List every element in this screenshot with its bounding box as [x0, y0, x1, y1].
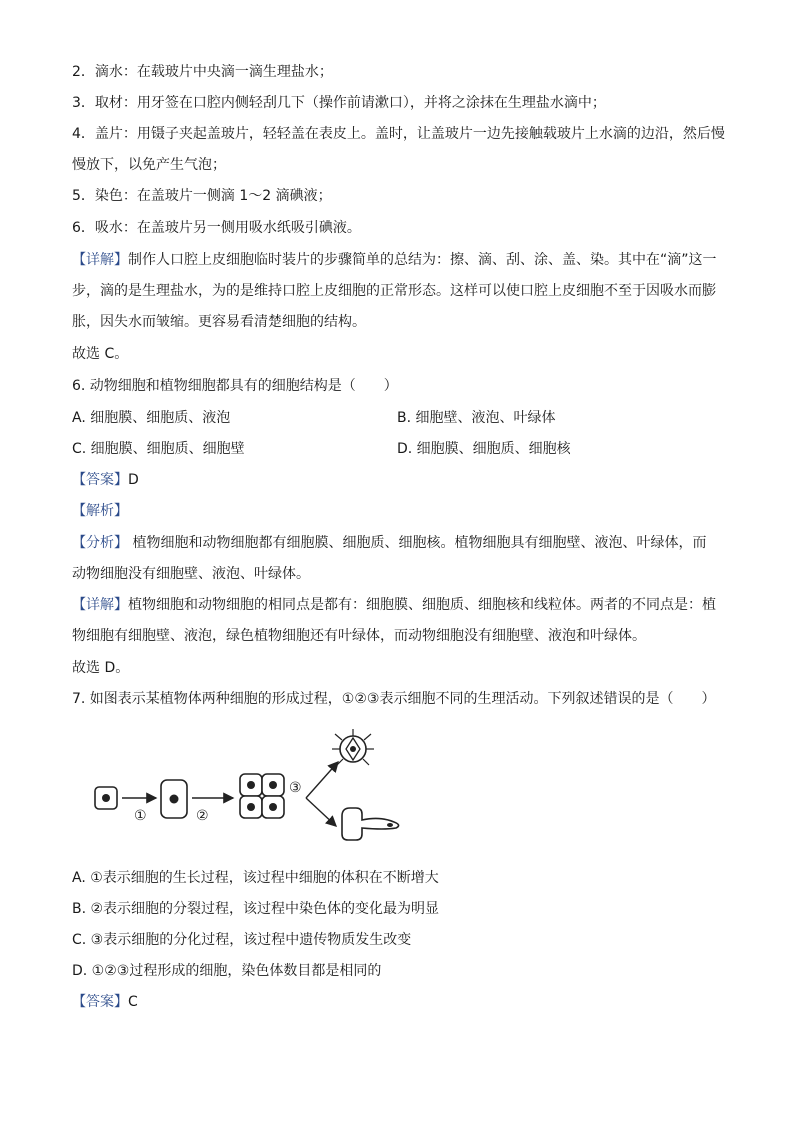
q6-fenxi-line-1: [72, 533, 706, 553]
answer-tag: 【答案】: [72, 472, 128, 488]
detail-text: 制作人口腔上皮细胞临时装片的步骤简单的总结为：擦、滴、刮、涂、盖、染。其中在“滴”这一: [128, 252, 717, 268]
differentiated-cell-elongated: [342, 808, 399, 840]
answer-tag: 【答案】: [72, 994, 128, 1010]
analysis-tag: 【解析】: [72, 503, 128, 519]
fenxi-tag: 【分析】: [72, 535, 128, 551]
cell-formation-diagram: [90, 724, 420, 854]
label-2: ②: [196, 808, 209, 824]
answer-value: D: [128, 472, 139, 488]
q6-fenxi-line-2: 动物细胞没有细胞壁、液泡、叶绿体。: [72, 566, 310, 582]
q6-stem: 6. 动物细胞和植物细胞都具有的细胞结构是（ ）: [72, 378, 398, 394]
q6-option-a: A. 细胞膜、细胞质、液泡: [72, 410, 231, 426]
step-4-cont: 慢放下，以免产生气泡；: [72, 157, 226, 173]
q5-detail-line-2: 步，滴的是生理盐水，为的是维持口腔上皮细胞的正常形态。这样可以使口腔上皮细胞不至于因吸水而膨: [72, 283, 716, 299]
q6-analysis-tag: [72, 501, 128, 521]
detail-tag: 【详解】: [72, 597, 128, 613]
step-4: 4．盖片：用镊子夹起盖玻片，轻轻盖在表皮上。盖时，让盖玻片一边先接触载玻片上水滴的边沿，然后慢: [72, 126, 725, 142]
label-3: ③: [289, 780, 302, 796]
q6-detail-line-2: 物细胞有细胞壁、液泡，绿色植物细胞还有叶绿体，而动物细胞没有细胞壁、液泡和叶绿体。: [72, 628, 646, 644]
q5-detail-line-1: [72, 250, 717, 270]
step-5: 5．染色：在盖玻片一侧滴 1～2 滴碘液；: [72, 188, 332, 204]
grown-cell: [161, 780, 187, 818]
dividing-cells: [240, 774, 284, 818]
detail-text: 植物细胞和动物细胞的相同点是都有：细胞膜、细胞质、细胞核和线粒体。两者的不同点是：植: [128, 597, 716, 613]
q6-answer: [72, 470, 139, 490]
q6-option-c: C. 细胞膜、细胞质、细胞壁: [72, 441, 245, 457]
q7-stem: 7. 如图表示某植物体两种细胞的形成过程，①②③表示细胞不同的生理活动。下列叙述错误的是（ ）: [72, 691, 716, 707]
arrow-3-down: [306, 798, 336, 826]
q6-option-b: B. 细胞壁、液泡、叶绿体: [397, 410, 556, 426]
q5-detail-line-3: 胀，因失水而皱缩。更容易看清楚细胞的结构。: [72, 314, 366, 330]
q7-option-d: D. ①②③过程形成的细胞，染色体数目都是相同的: [72, 963, 382, 979]
q6-option-d: D. 细胞膜、细胞质、细胞核: [397, 441, 571, 457]
q7-option-a: A. ①表示细胞的生长过程，该过程中细胞的体积在不断增大: [72, 870, 439, 886]
q5-conclusion: 故选 C。: [72, 346, 129, 362]
arrow-3-up: [306, 762, 338, 798]
q7-answer: [72, 992, 138, 1012]
step-6: 6．吸水：在盖玻片另一侧用吸水纸吸引碘液。: [72, 220, 361, 236]
q7-option-b: B. ②表示细胞的分裂过程，该过程中染色体的变化最为明显: [72, 901, 440, 917]
q7-option-c: C. ③表示细胞的分化过程，该过程中遗传物质发生改变: [72, 932, 412, 948]
q6-conclusion: 故选 D。: [72, 660, 130, 676]
q6-detail-line-1: [72, 595, 716, 615]
step-3: 3．取材：用牙签在口腔内侧轻刮几下（操作前请漱口），并将之涂抹在生理盐水滴中；: [72, 95, 606, 111]
small-cell: [95, 787, 117, 809]
differentiated-cell-spiky: [332, 729, 374, 765]
step-2: 2．滴水：在载玻片中央滴一滴生理盐水；: [72, 64, 333, 80]
detail-tag: 【详解】: [72, 252, 128, 268]
fenxi-text: 植物细胞和动物细胞都有细胞膜、细胞质、细胞核。植物细胞具有细胞壁、液泡、叶绿体，而: [128, 535, 707, 551]
answer-value: C: [128, 994, 138, 1010]
label-1: ①: [134, 808, 147, 824]
